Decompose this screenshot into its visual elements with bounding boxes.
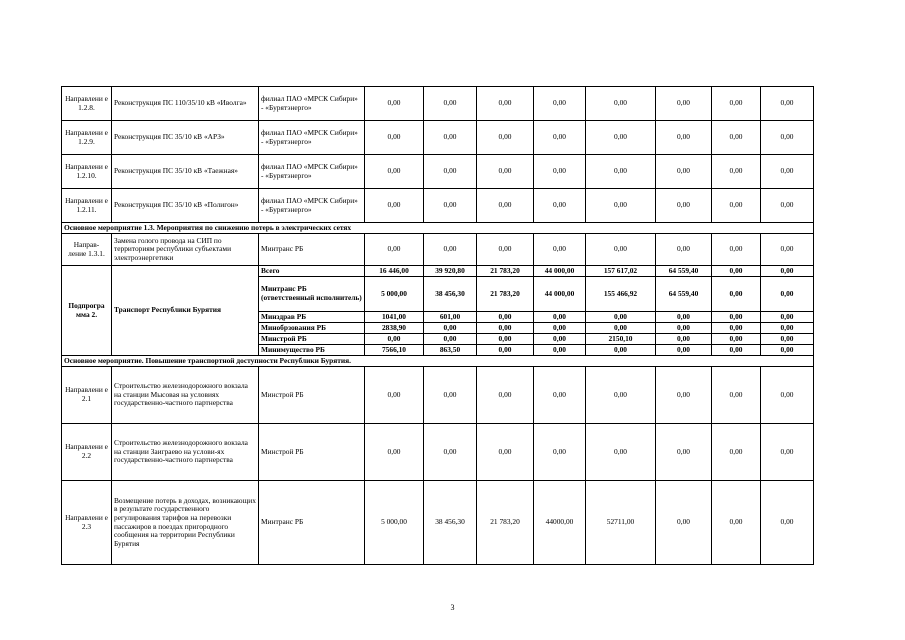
value-cell: 0,00 xyxy=(534,155,586,189)
value-cell: 0,00 xyxy=(712,121,761,155)
page-number: 3 xyxy=(450,603,455,612)
value-cell: 0,00 xyxy=(586,155,656,189)
direction-cell: Направ- ление 1.3.1. xyxy=(62,234,112,266)
value-cell: 0,00 xyxy=(712,266,761,277)
value-cell: 0,00 xyxy=(586,121,656,155)
value-cell: 0,00 xyxy=(656,189,712,223)
value-cell: 0,00 xyxy=(477,87,534,121)
value-cell: 0,00 xyxy=(761,334,814,345)
value-cell: 0,00 xyxy=(712,155,761,189)
value-cell: 0,00 xyxy=(365,87,424,121)
value-cell: 38 456,30 xyxy=(424,277,477,312)
value-cell: 157 617,02 xyxy=(586,266,656,277)
value-cell: 863,50 xyxy=(424,345,477,356)
table-row xyxy=(62,155,814,189)
executor-cell: Минздрав РБ xyxy=(259,312,365,323)
executor-cell: Минстрой РБ xyxy=(259,367,365,424)
value-cell: 64 559,40 xyxy=(656,266,712,277)
value-cell: 0,00 xyxy=(656,155,712,189)
value-cell: 0,00 xyxy=(477,367,534,424)
section-heading: Основное мероприятие. Повышение транспортной доступности Республики Бурятия. xyxy=(62,356,814,367)
value-cell: 0,00 xyxy=(424,367,477,424)
value-cell: 155 466,92 xyxy=(586,277,656,312)
value-cell: 0,00 xyxy=(656,234,712,266)
value-cell: 0,00 xyxy=(424,323,477,334)
value-cell: 0,00 xyxy=(712,312,761,323)
value-cell: 0,00 xyxy=(712,367,761,424)
measure-name-cell: Реконструкция ПС 35/10 кВ «Полигон» xyxy=(112,189,259,223)
value-cell: 2150,10 xyxy=(586,334,656,345)
value-cell: 0,00 xyxy=(477,424,534,481)
value-cell: 0,00 xyxy=(586,367,656,424)
executor-cell: Минтранс РБ xyxy=(259,234,365,266)
value-cell: 0,00 xyxy=(656,481,712,565)
value-cell: 601,00 xyxy=(424,312,477,323)
value-cell: 0,00 xyxy=(656,424,712,481)
value-cell: 0,00 xyxy=(534,234,586,266)
value-cell: 0,00 xyxy=(712,481,761,565)
value-cell: 0,00 xyxy=(365,334,424,345)
value-cell: 0,00 xyxy=(761,481,814,565)
executor-cell: филиал ПАО «МРСК Сибири» - «Бурятэнерго» xyxy=(259,189,365,223)
executor-cell: филиал ПАО «МРСК Сибири» - «Бурятэнерго» xyxy=(259,87,365,121)
value-cell: 64 559,40 xyxy=(656,277,712,312)
value-cell: 0,00 xyxy=(424,121,477,155)
value-cell: 0,00 xyxy=(761,266,814,277)
measure-name-cell: Возмещение потерь в доходах, возникающих в результате государственного регулирования тарифов на перевозки пассажиров в поездах пригородного сообщения на территории Республики Бурятия xyxy=(112,481,259,565)
executor-cell: Минтранс РБ (ответственный исполнитель) xyxy=(259,277,365,312)
value-cell: 21 783,20 xyxy=(477,481,534,565)
value-cell: 0,00 xyxy=(424,189,477,223)
value-cell: 0,00 xyxy=(365,367,424,424)
value-cell: 0,00 xyxy=(761,121,814,155)
value-cell: 0,00 xyxy=(477,234,534,266)
subprogram-row xyxy=(62,266,814,277)
value-cell: 44 000,00 xyxy=(534,277,586,312)
value-cell: 0,00 xyxy=(534,121,586,155)
value-cell: 39 920,80 xyxy=(424,266,477,277)
executor-cell: Всего xyxy=(259,266,365,277)
value-cell: 0,00 xyxy=(586,323,656,334)
value-cell: 0,00 xyxy=(712,277,761,312)
value-cell: 0,00 xyxy=(365,155,424,189)
value-cell: 0,00 xyxy=(586,312,656,323)
table-row xyxy=(62,189,814,223)
value-cell: 0,00 xyxy=(534,323,586,334)
value-cell: 0,00 xyxy=(365,424,424,481)
value-cell: 0,00 xyxy=(534,367,586,424)
value-cell: 0,00 xyxy=(656,312,712,323)
value-cell: 5 000,00 xyxy=(365,481,424,565)
value-cell: 0,00 xyxy=(365,121,424,155)
table-row xyxy=(62,367,814,424)
value-cell: 0,00 xyxy=(761,155,814,189)
value-cell: 0,00 xyxy=(761,424,814,481)
section-row xyxy=(62,356,814,367)
value-cell: 0,00 xyxy=(424,334,477,345)
value-cell: 0,00 xyxy=(712,345,761,356)
value-cell: 0,00 xyxy=(656,334,712,345)
direction-cell: Направлени е 1.2.8. xyxy=(62,87,112,121)
value-cell: 0,00 xyxy=(424,234,477,266)
value-cell: 0,00 xyxy=(656,121,712,155)
value-cell: 16 446,00 xyxy=(365,266,424,277)
measure-name-cell: Замена голого провода на СИП по территориям республики субъектами электроэнергетики xyxy=(112,234,259,266)
value-cell: 0,00 xyxy=(761,367,814,424)
value-cell: 0,00 xyxy=(534,345,586,356)
executor-cell: филиал ПАО «МРСК Сибири» - «Бурятэнерго» xyxy=(259,155,365,189)
value-cell: 7566,10 xyxy=(365,345,424,356)
value-cell: 0,00 xyxy=(477,323,534,334)
executor-cell: Минобрзования РБ xyxy=(259,323,365,334)
value-cell: 0,00 xyxy=(656,87,712,121)
budget-table xyxy=(61,86,814,565)
value-cell: 52711,00 xyxy=(586,481,656,565)
value-cell: 0,00 xyxy=(477,155,534,189)
value-cell: 0,00 xyxy=(424,87,477,121)
value-cell: 44 000,00 xyxy=(534,266,586,277)
value-cell: 2838,90 xyxy=(365,323,424,334)
executor-cell: Минстрой РБ xyxy=(259,334,365,345)
value-cell: 0,00 xyxy=(712,424,761,481)
table-row xyxy=(62,87,814,121)
value-cell: 1041,00 xyxy=(365,312,424,323)
value-cell: 0,00 xyxy=(761,277,814,312)
value-cell: 0,00 xyxy=(761,234,814,266)
table-row xyxy=(62,234,814,266)
value-cell: 5 000,00 xyxy=(365,277,424,312)
value-cell: 21 783,20 xyxy=(477,277,534,312)
value-cell: 0,00 xyxy=(761,323,814,334)
subprogram-code: Подпрогра мма 2. xyxy=(62,266,112,356)
value-cell: 0,00 xyxy=(424,424,477,481)
value-cell: 0,00 xyxy=(477,312,534,323)
value-cell: 0,00 xyxy=(477,334,534,345)
value-cell: 0,00 xyxy=(534,312,586,323)
value-cell: 0,00 xyxy=(712,189,761,223)
subprogram-name: Транспорт Республики Бурятия xyxy=(112,266,259,356)
value-cell: 0,00 xyxy=(534,424,586,481)
measure-name-cell: Строительство железнодорожного вокзала на станции Заиграево на услови-ях государственно-частного партнерства xyxy=(112,424,259,481)
value-cell: 0,00 xyxy=(365,189,424,223)
value-cell: 44000,00 xyxy=(534,481,586,565)
value-cell: 0,00 xyxy=(477,345,534,356)
section-row xyxy=(62,223,814,234)
direction-cell: Направлени е 1.2.10. xyxy=(62,155,112,189)
value-cell: 0,00 xyxy=(534,189,586,223)
value-cell: 0,00 xyxy=(586,189,656,223)
value-cell: 0,00 xyxy=(586,424,656,481)
direction-cell: Направлени е 2.2 xyxy=(62,424,112,481)
value-cell: 0,00 xyxy=(477,189,534,223)
executor-cell: Минтранс РБ xyxy=(259,481,365,565)
value-cell: 0,00 xyxy=(365,234,424,266)
value-cell: 0,00 xyxy=(712,323,761,334)
section-heading: Основное мероприятие 1.3. Мероприятия по снижению потерь в электрических сетях xyxy=(62,223,814,234)
direction-cell: Направлени е 1.2.11. xyxy=(62,189,112,223)
direction-cell: Направлени е 2.3 xyxy=(62,481,112,565)
value-cell: 0,00 xyxy=(477,121,534,155)
value-cell: 0,00 xyxy=(761,189,814,223)
value-cell: 0,00 xyxy=(656,345,712,356)
value-cell: 0,00 xyxy=(656,323,712,334)
value-cell: 0,00 xyxy=(424,155,477,189)
value-cell: 21 783,20 xyxy=(477,266,534,277)
value-cell: 0,00 xyxy=(534,87,586,121)
executor-cell: филиал ПАО «МРСК Сибири» - «Бурятэнерго» xyxy=(259,121,365,155)
measure-name-cell: Реконструкция ПС 35/10 кВ «АРЗ» xyxy=(112,121,259,155)
measure-name-cell: Реконструкция ПС 35/10 кВ «Таежная» xyxy=(112,155,259,189)
value-cell: 0,00 xyxy=(656,367,712,424)
value-cell: 0,00 xyxy=(761,87,814,121)
direction-cell: Направлени е 2.1 xyxy=(62,367,112,424)
value-cell: 0,00 xyxy=(712,87,761,121)
measure-name-cell: Строительство железнодорожного вокзала на станции Мысовая на условиях государственно-частного партнерства xyxy=(112,367,259,424)
value-cell: 0,00 xyxy=(712,334,761,345)
value-cell: 0,00 xyxy=(586,345,656,356)
direction-cell: Направлени е 1.2.9. xyxy=(62,121,112,155)
table-row xyxy=(62,424,814,481)
table-row xyxy=(62,121,814,155)
value-cell: 0,00 xyxy=(586,234,656,266)
value-cell: 38 456,30 xyxy=(424,481,477,565)
value-cell: 0,00 xyxy=(761,345,814,356)
executor-cell: Минстрой РБ xyxy=(259,424,365,481)
value-cell: 0,00 xyxy=(534,334,586,345)
value-cell: 0,00 xyxy=(586,87,656,121)
executor-cell: Минимущество РБ xyxy=(259,345,365,356)
value-cell: 0,00 xyxy=(712,234,761,266)
measure-name-cell: Реконструкция ПС 110/35/10 кВ «Иволга» xyxy=(112,87,259,121)
value-cell: 0,00 xyxy=(761,312,814,323)
table-row xyxy=(62,481,814,565)
